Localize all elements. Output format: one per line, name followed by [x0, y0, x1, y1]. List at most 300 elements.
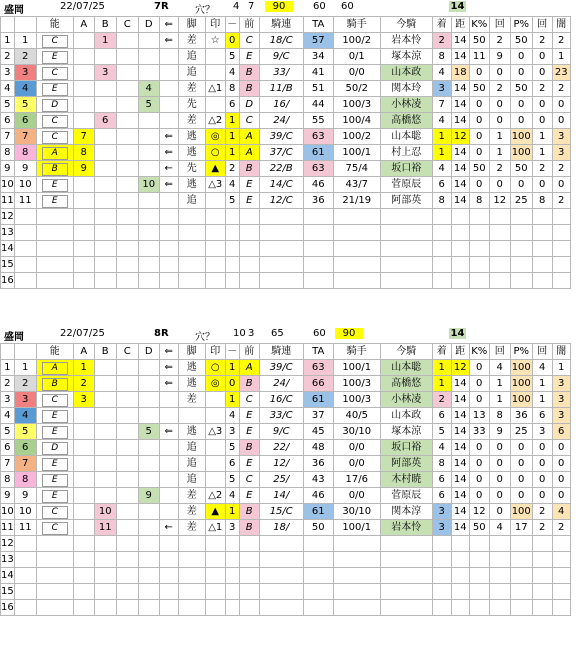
cell-mae: A	[239, 360, 259, 376]
cell-C	[116, 584, 138, 600]
cell-p: 100	[510, 376, 532, 392]
ability-rank: A	[42, 362, 68, 375]
cell-kai1	[489, 552, 510, 568]
cell-kyori	[451, 209, 469, 225]
cell-kishu	[333, 257, 380, 273]
cell-B	[94, 161, 116, 177]
cell-kishu: 50/2	[333, 81, 380, 97]
cell-arr: ⇐	[159, 424, 178, 440]
cell-kiren	[259, 584, 303, 600]
cell-kyaku	[178, 552, 205, 568]
table-row[interactable]	[1, 472, 571, 488]
cell-p: 100	[510, 392, 532, 408]
cell-shirushi	[205, 257, 225, 273]
cell-C	[116, 161, 138, 177]
column-header: TA	[303, 344, 333, 360]
cell-kyaku: 追	[178, 49, 205, 65]
race-table	[0, 16, 571, 289]
cell-kyori: 14	[451, 440, 469, 456]
cell-nou	[36, 440, 73, 456]
cell-kai1: 0	[489, 504, 510, 520]
table-row[interactable]	[1, 584, 571, 600]
table-row[interactable]	[1, 49, 571, 65]
cell-kiren: 24/	[259, 113, 303, 129]
cell-kai1	[489, 584, 510, 600]
cell-kyaku	[178, 568, 205, 584]
cell-B	[94, 408, 116, 424]
cell-arr: ⇐	[159, 376, 178, 392]
cell-kai2: 1	[532, 376, 552, 392]
cell-yami: 0	[552, 440, 570, 456]
header-number: 90	[335, 328, 363, 339]
cell-kyori	[451, 257, 469, 273]
header-number: 7	[248, 1, 255, 12]
cell-imaki	[380, 584, 432, 600]
cell-shirushi: △1	[205, 520, 225, 536]
cell-kiren: 33/C	[259, 408, 303, 424]
cell-nou	[36, 273, 73, 289]
cell-no: 11	[1, 193, 15, 209]
cell-D	[138, 504, 159, 520]
table-row[interactable]	[1, 273, 571, 289]
table-row[interactable]	[1, 33, 571, 49]
cell-imaki: 関本淳	[380, 504, 432, 520]
cell-A	[73, 552, 94, 568]
cell-shirushi	[205, 584, 225, 600]
table-row[interactable]	[1, 193, 571, 209]
cell-ta	[303, 209, 333, 225]
cell-kyori: 14	[451, 520, 469, 536]
cell-D	[138, 257, 159, 273]
cell-kyaku: 逃	[178, 360, 205, 376]
cell-m: 5	[225, 440, 239, 456]
table-row[interactable]	[1, 536, 571, 552]
cell-k	[469, 273, 489, 289]
column-header: 騎連	[259, 344, 303, 360]
cell-shirushi: ◎	[205, 129, 225, 145]
ability-rank: B	[42, 163, 68, 176]
cell-m: 3	[225, 520, 239, 536]
cell-D	[138, 600, 159, 616]
cell-kyaku: 逃	[178, 129, 205, 145]
cell-imaki: 山本聡	[380, 360, 432, 376]
cell-k: 0	[469, 360, 489, 376]
cell-imaki: 岩本怜	[380, 520, 432, 536]
cell-k: 8	[469, 193, 489, 209]
cell-B	[94, 360, 116, 376]
cell-shirushi: ○	[205, 360, 225, 376]
cell-B	[94, 488, 116, 504]
cell-yami: 4	[552, 504, 570, 520]
cell-D	[138, 273, 159, 289]
cell-shirushi	[205, 408, 225, 424]
cell-gate: 5	[14, 97, 36, 113]
cell-m	[225, 225, 239, 241]
cell-chaku: 4	[432, 65, 451, 81]
cell-kai2	[532, 273, 552, 289]
sheet-header	[0, 0, 578, 16]
cell-gate: 8	[14, 145, 36, 161]
cell-D	[138, 520, 159, 536]
cell-kai2: 4	[532, 360, 552, 376]
cell-C	[116, 33, 138, 49]
cell-k: 50	[469, 161, 489, 177]
column-header: －	[225, 17, 239, 33]
cell-kishu: 0/0	[333, 440, 380, 456]
cell-kishu: 0/1	[333, 49, 380, 65]
cell-shirushi: ▲	[205, 504, 225, 520]
table-row[interactable]	[1, 552, 571, 568]
table-row[interactable]	[1, 520, 571, 536]
cell-k: 13	[469, 408, 489, 424]
column-header: 回	[532, 17, 552, 33]
cell-k: 0	[469, 392, 489, 408]
ability-rank: E	[42, 458, 68, 471]
cell-gate: 11	[14, 193, 36, 209]
cell-C	[116, 97, 138, 113]
cell-C	[116, 145, 138, 161]
cell-B	[94, 129, 116, 145]
cell-chaku: 8	[432, 456, 451, 472]
cell-kyori: 14	[451, 456, 469, 472]
cell-m	[225, 552, 239, 568]
cell-kyori: 14	[451, 113, 469, 129]
cell-kishu: 100/3	[333, 392, 380, 408]
cell-nou	[36, 97, 73, 113]
cell-C	[116, 273, 138, 289]
cell-kyori: 14	[451, 161, 469, 177]
cell-kai2: 6	[532, 408, 552, 424]
table-row[interactable]	[1, 113, 571, 129]
cell-A	[73, 424, 94, 440]
cell-C	[116, 536, 138, 552]
cell-mae	[239, 552, 259, 568]
cell-mae	[239, 225, 259, 241]
cell-arr	[159, 408, 178, 424]
table-row[interactable]	[1, 257, 571, 273]
table-row[interactable]	[1, 456, 571, 472]
cell-nou	[36, 225, 73, 241]
cell-kai2: 0	[532, 97, 552, 113]
cell-kiren	[259, 225, 303, 241]
table-row[interactable]	[1, 392, 571, 408]
cell-shirushi	[205, 65, 225, 81]
cell-kai1	[489, 241, 510, 257]
cell-ta: 46	[303, 488, 333, 504]
cell-kyori	[451, 225, 469, 241]
cell-shirushi	[205, 472, 225, 488]
ability-rank: C	[42, 394, 68, 407]
cell-kiren: 16/C	[259, 392, 303, 408]
cell-chaku: 3	[432, 504, 451, 520]
cell-kiren: 12/	[259, 456, 303, 472]
cell-p: 36	[510, 408, 532, 424]
cell-kiren: 16/	[259, 97, 303, 113]
cell-mae: A	[239, 145, 259, 161]
cell-arr: ⇐	[159, 360, 178, 376]
cell-imaki	[380, 273, 432, 289]
cell-mae	[239, 273, 259, 289]
cell-gate: 9	[14, 161, 36, 177]
cell-gate: 10	[14, 177, 36, 193]
column-header: D	[138, 344, 159, 360]
table-row[interactable]	[1, 376, 571, 392]
cell-kyori: 14	[451, 81, 469, 97]
cell-gate: 1	[14, 33, 36, 49]
ability-rank: D	[42, 442, 68, 455]
cell-kiren: 25/	[259, 472, 303, 488]
cell-yami: 0	[552, 177, 570, 193]
cell-C	[116, 552, 138, 568]
cell-gate: 6	[14, 440, 36, 456]
cell-D	[138, 49, 159, 65]
cell-kyaku	[178, 600, 205, 616]
cell-C	[116, 456, 138, 472]
cell-m: 2	[225, 161, 239, 177]
cell-kyaku: 追	[178, 472, 205, 488]
cell-kishu: 43/7	[333, 177, 380, 193]
table-row[interactable]	[1, 440, 571, 456]
cell-B	[94, 273, 116, 289]
cell-A: 8	[73, 145, 94, 161]
cell-k: 0	[469, 440, 489, 456]
cell-yami: 1	[552, 360, 570, 376]
cell-imaki	[380, 568, 432, 584]
cell-kiren	[259, 273, 303, 289]
cell-yami	[552, 209, 570, 225]
table-row[interactable]	[1, 568, 571, 584]
cell-imaki: 塚本涼	[380, 49, 432, 65]
cell-mae: E	[239, 424, 259, 440]
cell-D: 4	[138, 81, 159, 97]
cell-ta: 57	[303, 33, 333, 49]
table-row[interactable]	[1, 600, 571, 616]
header-number: 90	[265, 1, 293, 12]
cell-gate	[14, 273, 36, 289]
cell-kiren: 22/B	[259, 161, 303, 177]
cell-kai1: 9	[489, 49, 510, 65]
cell-B	[94, 600, 116, 616]
cell-kyori	[451, 552, 469, 568]
cell-A	[73, 193, 94, 209]
cell-no: 8	[1, 145, 15, 161]
cell-chaku	[432, 568, 451, 584]
cell-gate: 4	[14, 408, 36, 424]
cell-kai1: 1	[489, 145, 510, 161]
cell-yami: 0	[552, 488, 570, 504]
cell-ta	[303, 273, 333, 289]
ability-rank: E	[42, 410, 68, 423]
cell-m: 1	[225, 129, 239, 145]
cell-B	[94, 568, 116, 584]
cell-imaki: 塚本涼	[380, 424, 432, 440]
table-row[interactable]	[1, 504, 571, 520]
cell-kiren: 18/	[259, 520, 303, 536]
cell-imaki: 高橋悠	[380, 376, 432, 392]
cell-yami: 0	[552, 472, 570, 488]
cell-chaku: 4	[432, 161, 451, 177]
cell-yami: 2	[552, 33, 570, 49]
table-row[interactable]	[1, 129, 571, 145]
column-header: 回	[489, 344, 510, 360]
table-row[interactable]	[1, 161, 571, 177]
cell-k	[469, 552, 489, 568]
cell-B	[94, 193, 116, 209]
cell-kiren: 33/	[259, 65, 303, 81]
cell-no: 7	[1, 456, 15, 472]
cell-kishu: 100/2	[333, 33, 380, 49]
cell-no: 11	[1, 520, 15, 536]
cell-no: 2	[1, 49, 15, 65]
cell-chaku: 4	[432, 113, 451, 129]
cell-kai2	[532, 209, 552, 225]
table-row[interactable]	[1, 488, 571, 504]
cell-chaku: 6	[432, 408, 451, 424]
table-row[interactable]	[1, 424, 571, 440]
cell-p: 25	[510, 193, 532, 209]
cell-C	[116, 488, 138, 504]
cell-k	[469, 600, 489, 616]
cell-nou	[36, 520, 73, 536]
cell-p: 0	[510, 472, 532, 488]
cell-shirushi: △3	[205, 424, 225, 440]
cell-chaku: 1	[432, 129, 451, 145]
header-number: 3	[248, 328, 255, 339]
cell-kishu	[333, 241, 380, 257]
cell-kai2: 2	[532, 504, 552, 520]
cell-mae	[239, 536, 259, 552]
cell-kishu	[333, 209, 380, 225]
cell-imaki: 阿部英	[380, 456, 432, 472]
cell-chaku: 3	[432, 81, 451, 97]
column-header: 騎手	[333, 344, 380, 360]
table-row[interactable]	[1, 225, 571, 241]
cell-no: 14	[1, 568, 15, 584]
table-row[interactable]	[1, 241, 571, 257]
cell-no: 10	[1, 177, 15, 193]
cell-kishu: 30/10	[333, 504, 380, 520]
cell-imaki: 小林凌	[380, 392, 432, 408]
cell-ta: 61	[303, 392, 333, 408]
cell-k: 0	[469, 472, 489, 488]
cell-m: 4	[225, 408, 239, 424]
cell-B: 3	[94, 65, 116, 81]
cell-kyaku	[178, 257, 205, 273]
cell-A	[73, 177, 94, 193]
cell-gate: 7	[14, 456, 36, 472]
cell-nou	[36, 600, 73, 616]
cell-B	[94, 145, 116, 161]
cell-k: 0	[469, 97, 489, 113]
cell-imaki	[380, 600, 432, 616]
cell-arr	[159, 241, 178, 257]
table-row[interactable]	[1, 209, 571, 225]
cell-kyori: 14	[451, 33, 469, 49]
cell-arr	[159, 456, 178, 472]
cell-kiren	[259, 600, 303, 616]
table-row[interactable]	[1, 360, 571, 376]
cell-chaku: 6	[432, 472, 451, 488]
ability-rank: C	[42, 131, 68, 144]
cell-k: 0	[469, 129, 489, 145]
cell-gate: 9	[14, 488, 36, 504]
cell-C	[116, 225, 138, 241]
cell-C	[116, 49, 138, 65]
cell-p: 50	[510, 161, 532, 177]
cell-yami: 3	[552, 392, 570, 408]
cell-B	[94, 376, 116, 392]
cell-yami: 3	[552, 145, 570, 161]
table-row[interactable]	[1, 81, 571, 97]
cell-kai1: 0	[489, 113, 510, 129]
cell-nou	[36, 424, 73, 440]
cell-kyaku: 先	[178, 97, 205, 113]
cell-mae	[239, 209, 259, 225]
table-row[interactable]	[1, 97, 571, 113]
ability-rank: B	[42, 378, 68, 391]
cell-ta: 36	[303, 193, 333, 209]
table-row[interactable]	[1, 145, 571, 161]
cell-arr	[159, 81, 178, 97]
cell-chaku: 4	[432, 440, 451, 456]
cell-kai1: 0	[489, 65, 510, 81]
column-header: A	[73, 17, 94, 33]
cell-no: 1	[1, 33, 15, 49]
table-row[interactable]	[1, 408, 571, 424]
ability-rank: E	[42, 474, 68, 487]
cell-kyori: 12	[451, 129, 469, 145]
cell-B	[94, 209, 116, 225]
cell-B	[94, 241, 116, 257]
column-header: 闇	[552, 17, 570, 33]
ability-rank: E	[42, 51, 68, 64]
cell-shirushi	[205, 97, 225, 113]
table-row[interactable]	[1, 177, 571, 193]
cell-kai2	[532, 536, 552, 552]
cell-gate	[14, 536, 36, 552]
cell-D	[138, 129, 159, 145]
column-header: ⇐	[159, 344, 178, 360]
cell-kai2	[532, 552, 552, 568]
cell-nou	[36, 472, 73, 488]
cell-kai2: 0	[532, 49, 552, 65]
cell-kyaku	[178, 209, 205, 225]
cell-C	[116, 81, 138, 97]
cell-arr	[159, 225, 178, 241]
cell-chaku	[432, 225, 451, 241]
cell-kyaku: 差	[178, 81, 205, 97]
cell-imaki: 村上忍	[380, 145, 432, 161]
ability-rank: C	[42, 506, 68, 519]
cell-no: 9	[1, 488, 15, 504]
cell-shirushi	[205, 273, 225, 289]
table-row[interactable]	[1, 65, 571, 81]
column-header: C	[116, 344, 138, 360]
cell-nou	[36, 408, 73, 424]
cell-m	[225, 257, 239, 273]
column-header: 着	[432, 344, 451, 360]
cell-k: 50	[469, 81, 489, 97]
cell-gate: 3	[14, 392, 36, 408]
cell-D	[138, 408, 159, 424]
cell-yami	[552, 584, 570, 600]
cell-B: 1	[94, 33, 116, 49]
cell-kyaku: 逃	[178, 177, 205, 193]
cell-arr: ⇐	[159, 129, 178, 145]
cell-C	[116, 257, 138, 273]
cell-imaki	[380, 209, 432, 225]
cell-kiren: 15/C	[259, 504, 303, 520]
